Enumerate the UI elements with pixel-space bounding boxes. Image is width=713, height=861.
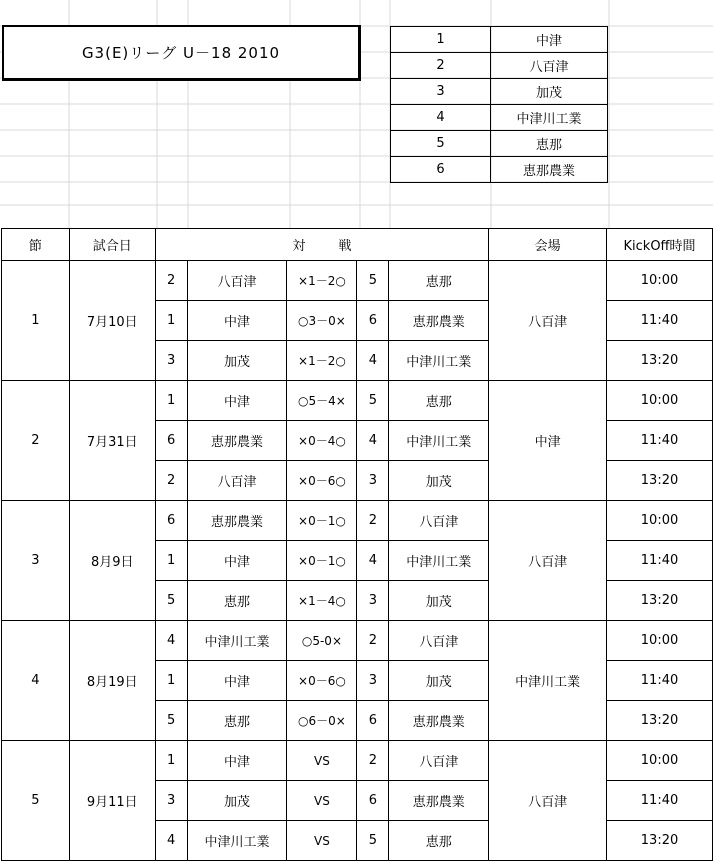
home-team-name: 中津 <box>187 661 287 701</box>
home-team-name: 加茂 <box>187 781 287 821</box>
home-team-name: 恵那農業 <box>187 501 287 541</box>
away-team-name: 恵那農業 <box>389 701 489 741</box>
kickoff-time: 13:20 <box>607 461 713 501</box>
home-team-number: 1 <box>155 381 187 421</box>
match-row <box>2 261 713 301</box>
away-team-name: 加茂 <box>389 461 489 501</box>
match-score: VS <box>287 821 357 861</box>
venue: 中津 <box>489 381 607 501</box>
venue: 中津川工業 <box>489 621 607 741</box>
away-team-number: 4 <box>357 421 389 461</box>
match-date: 7月10日 <box>69 261 155 381</box>
header-match-left: 対 <box>292 239 306 254</box>
header-match <box>155 229 489 261</box>
match-row <box>2 381 713 421</box>
team-name: 恵那農業 <box>491 157 608 183</box>
team-name: 恵那 <box>491 131 608 157</box>
away-team-number: 4 <box>357 541 389 581</box>
header-date: 試合日 <box>69 229 155 261</box>
match-score: ○5－4× <box>287 381 357 421</box>
home-team-name: 中津川工業 <box>187 821 287 861</box>
home-team-name: 中津 <box>187 741 287 781</box>
away-team-number: 3 <box>357 661 389 701</box>
team-name: 加茂 <box>491 79 608 105</box>
kickoff-time: 13:20 <box>607 341 713 381</box>
away-team-name: 恵那 <box>389 821 489 861</box>
kickoff-time: 11:40 <box>607 661 713 701</box>
header-venue: 会場 <box>489 229 607 261</box>
match-score: ×1－4○ <box>287 581 357 621</box>
round-number: 3 <box>2 501 70 621</box>
home-team-number: 1 <box>155 541 187 581</box>
kickoff-time: 11:40 <box>607 541 713 581</box>
home-team-name: 八百津 <box>187 261 287 301</box>
home-team-name: 恵那 <box>187 701 287 741</box>
away-team-name: 加茂 <box>389 581 489 621</box>
away-team-name: 八百津 <box>389 741 489 781</box>
team-row <box>391 105 608 131</box>
away-team-name: 中津川工業 <box>389 541 489 581</box>
header-kickoff: KickOff時間 <box>607 229 713 261</box>
team-row <box>391 157 608 183</box>
away-team-name: 中津川工業 <box>389 421 489 461</box>
home-team-name: 中津 <box>187 541 287 581</box>
team-row <box>391 53 608 79</box>
team-number: 3 <box>391 79 491 105</box>
kickoff-time: 10:00 <box>607 621 713 661</box>
away-team-name: 八百津 <box>389 621 489 661</box>
match-date: 7月31日 <box>69 381 155 501</box>
away-team-number: 2 <box>357 741 389 781</box>
home-team-name: 中津川工業 <box>187 621 287 661</box>
home-team-name: 恵那農業 <box>187 421 287 461</box>
match-row <box>2 501 713 541</box>
away-team-name: 加茂 <box>389 661 489 701</box>
home-team-name: 中津 <box>187 381 287 421</box>
team-number: 2 <box>391 53 491 79</box>
away-team-number: 3 <box>357 461 389 501</box>
round-number: 1 <box>2 261 70 381</box>
home-team-number: 5 <box>155 701 187 741</box>
kickoff-time: 13:20 <box>607 581 713 621</box>
away-team-number: 5 <box>357 821 389 861</box>
team-row <box>391 131 608 157</box>
team-name: 中津川工業 <box>491 105 608 131</box>
home-team-number: 2 <box>155 261 187 301</box>
home-team-name: 中津 <box>187 301 287 341</box>
home-team-number: 1 <box>155 741 187 781</box>
match-score: VS <box>287 741 357 781</box>
team-number: 4 <box>391 105 491 131</box>
header-match-right: 戦 <box>338 239 352 254</box>
away-team-name: 八百津 <box>389 501 489 541</box>
team-row <box>391 79 608 105</box>
match-date: 8月19日 <box>69 621 155 741</box>
kickoff-time: 11:40 <box>607 301 713 341</box>
away-team-number: 6 <box>357 781 389 821</box>
team-list-table <box>390 26 608 183</box>
home-team-number: 3 <box>155 341 187 381</box>
team-number: 1 <box>391 27 491 53</box>
match-score: ×0－6○ <box>287 661 357 701</box>
team-name: 八百津 <box>491 53 608 79</box>
league-title: G3(E)リーグ U－18 2010 <box>2 25 361 81</box>
round-number: 5 <box>2 741 70 861</box>
away-team-number: 2 <box>357 501 389 541</box>
away-team-number: 5 <box>357 381 389 421</box>
match-score: ×0－6○ <box>287 461 357 501</box>
home-team-number: 3 <box>155 781 187 821</box>
match-date: 9月11日 <box>69 741 155 861</box>
match-row <box>2 621 713 661</box>
match-score: ×0－1○ <box>287 501 357 541</box>
kickoff-time: 13:20 <box>607 821 713 861</box>
match-row <box>2 741 713 781</box>
home-team-number: 5 <box>155 581 187 621</box>
schedule-table <box>1 228 713 861</box>
away-team-name: 恵那 <box>389 381 489 421</box>
away-team-number: 5 <box>357 261 389 301</box>
kickoff-time: 10:00 <box>607 381 713 421</box>
round-number: 2 <box>2 381 70 501</box>
match-date: 8月9日 <box>69 501 155 621</box>
home-team-number: 1 <box>155 301 187 341</box>
match-score: ×0－4○ <box>287 421 357 461</box>
home-team-number: 2 <box>155 461 187 501</box>
match-score: ×0－1○ <box>287 541 357 581</box>
home-team-number: 4 <box>155 821 187 861</box>
away-team-number: 2 <box>357 621 389 661</box>
home-team-name: 加茂 <box>187 341 287 381</box>
kickoff-time: 10:00 <box>607 741 713 781</box>
team-row <box>391 27 608 53</box>
home-team-number: 6 <box>155 501 187 541</box>
kickoff-time: 13:20 <box>607 701 713 741</box>
away-team-name: 中津川工業 <box>389 341 489 381</box>
away-team-number: 4 <box>357 341 389 381</box>
away-team-name: 恵那農業 <box>389 781 489 821</box>
header-setsu: 節 <box>2 229 70 261</box>
match-score: ○5-0× <box>287 621 357 661</box>
team-number: 5 <box>391 131 491 157</box>
kickoff-time: 10:00 <box>607 261 713 301</box>
home-team-number: 4 <box>155 621 187 661</box>
match-score: ○6－0× <box>287 701 357 741</box>
away-team-number: 6 <box>357 701 389 741</box>
home-team-name: 恵那 <box>187 581 287 621</box>
home-team-number: 6 <box>155 421 187 461</box>
home-team-number: 1 <box>155 661 187 701</box>
round-number: 4 <box>2 621 70 741</box>
schedule-header-row <box>2 229 713 261</box>
kickoff-time: 11:40 <box>607 421 713 461</box>
kickoff-time: 10:00 <box>607 501 713 541</box>
away-team-name: 恵那農業 <box>389 301 489 341</box>
away-team-number: 3 <box>357 581 389 621</box>
away-team-number: 6 <box>357 301 389 341</box>
team-name: 中津 <box>491 27 608 53</box>
venue: 八百津 <box>489 261 607 381</box>
kickoff-time: 11:40 <box>607 781 713 821</box>
home-team-name: 八百津 <box>187 461 287 501</box>
venue: 八百津 <box>489 741 607 861</box>
match-score: ×1－2○ <box>287 341 357 381</box>
match-score: VS <box>287 781 357 821</box>
away-team-name: 恵那 <box>389 261 489 301</box>
match-score: ×1－2○ <box>287 261 357 301</box>
venue: 八百津 <box>489 501 607 621</box>
team-number: 6 <box>391 157 491 183</box>
match-score: ○3－0× <box>287 301 357 341</box>
